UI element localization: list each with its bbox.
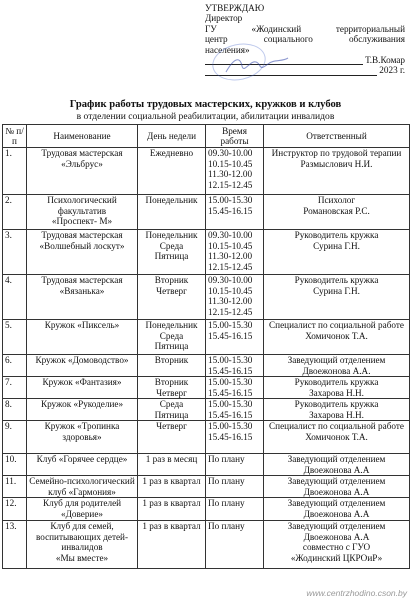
row-number: 3. — [3, 230, 27, 275]
table-row — [3, 399, 410, 421]
row-days: Понедельник Среда Пятница — [138, 320, 206, 355]
document-subtitle: в отделении социальной реабилитации, абилитации инвалидов — [76, 111, 335, 122]
row-name: Клуб для семей, воспитывающих детей-инвалидов «Мы вместе» — [27, 521, 138, 569]
row-name: Клуб для родителей «Доверие» — [27, 498, 138, 521]
row-number: 8. — [3, 399, 27, 421]
header-name: Наименование — [27, 125, 138, 148]
row-times: 15.00-15.30 15.45-16.15 — [206, 195, 264, 230]
row-days: Вторник — [138, 355, 206, 377]
row-days: Среда Пятница — [138, 399, 206, 421]
table-row — [3, 230, 410, 275]
row-responsible: Заведующий отделением Двоежонова А.А — [264, 476, 410, 498]
row-name: Кружок «Тропинка здоровья» — [27, 421, 138, 454]
table-row — [3, 320, 410, 355]
row-days: Четверг — [138, 421, 206, 454]
table-row — [3, 275, 410, 320]
row-responsible: Заведующий отделением Двоежонова А.А совместно с ГУО «Жодинский ЦКРОиР» — [264, 521, 410, 569]
row-name: Семейно-психологический клуб «Гармония» — [27, 476, 138, 498]
row-days: 1 раз в квартал — [138, 476, 206, 498]
row-name: Трудовая мастерская «Волшебный лоскут» — [27, 230, 138, 275]
schedule-table — [2, 124, 410, 569]
table-row — [3, 521, 410, 569]
row-name: Кружок «Фантазия» — [27, 377, 138, 399]
document-title: График работы трудовых мастерских, кружков и клубов — [69, 99, 342, 110]
row-name: Кружок «Домоводство» — [27, 355, 138, 377]
table-header-row — [3, 125, 410, 148]
row-number: 4. — [3, 275, 27, 320]
row-times: По плану — [206, 476, 264, 498]
approval-heading: УТВЕРЖДАЮ — [205, 3, 265, 13]
row-responsible: Руководитель кружка Захарова Н.Н. — [264, 377, 410, 399]
row-times: По плану — [206, 498, 264, 521]
row-name: Кружок «Рукоделие» — [27, 399, 138, 421]
row-number: 7. — [3, 377, 27, 399]
approval-org-line3: населения» — [205, 44, 250, 55]
row-number: 5. — [3, 320, 27, 355]
row-times: 15.00-15.30 15.45-16.15 — [206, 320, 264, 355]
row-times: 15.00-15.30 15.45-16.15 — [206, 399, 264, 421]
row-number: 10. — [3, 454, 27, 476]
row-days: 1 раз в месяц — [138, 454, 206, 476]
row-name: Психологический факультатив «Проспект- М» — [27, 195, 138, 230]
table-row — [3, 355, 410, 377]
row-responsible: Психолог Романовская Р.С. — [264, 195, 410, 230]
row-name: Кружок «Пиксель» — [27, 320, 138, 355]
row-name: Трудовая мастерская «Эльбрус» — [27, 148, 138, 195]
table-row — [3, 377, 410, 399]
row-times: 09.30-10.00 10.15-10.45 11.30-12.00 12.15-12.45 — [206, 275, 264, 320]
row-responsible: Заведующий отделением Двоежонова А.А — [264, 454, 410, 476]
row-responsible: Инструктор по трудовой терапии Размыслович Н.И. — [264, 148, 410, 195]
table-row — [3, 148, 410, 195]
row-responsible: Руководитель кружка Захарова Н.Н. — [264, 399, 410, 421]
row-number: 12. — [3, 498, 27, 521]
row-days: Вторник Четверг — [138, 377, 206, 399]
row-responsible: Руководитель кружка Сурина Г.Н. — [264, 230, 410, 275]
row-times: 15.00-15.30 15.45-16.15 — [206, 421, 264, 454]
site-watermark: www.centrzhodino.cson.by — [306, 588, 407, 598]
row-responsible: Специалист по социальной работе Хомичонок Т.А. — [264, 421, 410, 454]
row-number: 11. — [3, 476, 27, 498]
row-times: 09.30-10.00 10.15-10.45 11.30-12.00 12.15-12.45 — [206, 148, 264, 195]
approval-signer: Т.В.Комар — [365, 55, 405, 66]
row-responsible: Заведующий отделением Двоежонова А.А — [264, 498, 410, 521]
table-row — [3, 498, 410, 521]
row-number: 9. — [3, 421, 27, 454]
table-row — [3, 195, 410, 230]
approval-org-line2: центр социального обслуживания — [205, 34, 405, 45]
row-times: 15.00-15.30 15.45-16.15 — [206, 355, 264, 377]
row-days: Вторник Четверг — [138, 275, 206, 320]
row-days: 1 раз в квартал — [138, 521, 206, 569]
header-day: День недели — [138, 125, 206, 148]
row-times: 15.00-15.30 15.45-16.15 — [206, 377, 264, 399]
approval-position: Директор — [205, 13, 243, 24]
row-days: Понедельник Среда Пятница — [138, 230, 206, 275]
table-row — [3, 476, 410, 498]
row-number: 13. — [3, 521, 27, 569]
row-times: По плану — [206, 454, 264, 476]
approval-org-line1: ГУ «Жодинский территориальный — [205, 23, 405, 34]
header-num: № п/п — [3, 125, 27, 148]
header-time: Время работы — [206, 125, 264, 148]
row-days: Ежедневно — [138, 148, 206, 195]
row-responsible: Специалист по социальной работе Хомичонок Т.А. — [264, 320, 410, 355]
row-name: Трудовая мастерская «Вязанька» — [27, 275, 138, 320]
signature-icon — [222, 50, 292, 80]
row-times: По плану — [206, 521, 264, 569]
table-row — [3, 454, 410, 476]
row-responsible: Заведующий отделением Двоежонова А.А. — [264, 355, 410, 377]
row-number: 6. — [3, 355, 27, 377]
header-responsible: Ответственный — [264, 125, 410, 148]
approval-year: 2023 г. — [379, 65, 405, 76]
row-number: 2. — [3, 195, 27, 230]
row-days: Понедельник — [138, 195, 206, 230]
row-days: 1 раз в квартал — [138, 498, 206, 521]
table-row — [3, 421, 410, 454]
row-number: 1. — [3, 148, 27, 195]
row-name: Клуб «Горячее сердце» — [27, 454, 138, 476]
row-times: 09.30-10.00 10.15-10.45 11.30-12.00 12.15-12.45 — [206, 230, 264, 275]
row-responsible: Руководитель кружка Сурина Г.Н. — [264, 275, 410, 320]
